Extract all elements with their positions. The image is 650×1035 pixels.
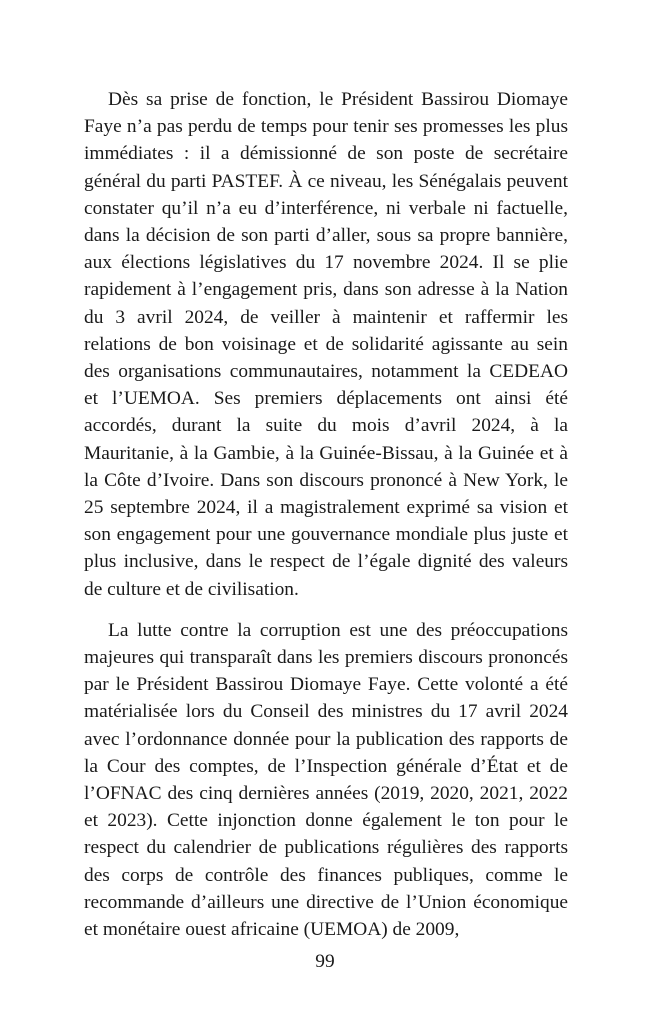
paragraph-2: La lutte contre la corruption est une des préoccupations majeures qui transparaît dans les premiers discours prononcés par le Président Bassirou Diomaye Faye. Cette volonté a été matérialisée lors du Conseil des ministres du 17 avril 2024 avec l’ordonnance donnée pour la publication des rapports de la Cour des comptes, de l’Inspection générale d’État et de l’OFNAC des cinq dernières années (2019, 2020, 2021, 2022 et 2023). Cette injonction donne également le ton pour le respect du calendrier de publications régulières des rapports des corps de contrôle des finances publiques, comme le recommande d’ailleurs une directive de l’Union économique et monétaire ouest africaine (UEMOA) de 2009,: [84, 619, 568, 941]
page-number: 99: [315, 951, 335, 972]
paragraph-1: Dès sa prise de fonction, le Président Bassirou Diomaye Faye n’a pas perdu de temps pour tenir ses promesses les plus immédiates : il a démissionné de son poste de secrétaire général du parti PASTEF. À ce niveau, les Sénégalais peuvent constater qu’il n’a eu d’interférence, ni verbale ni factuelle, dans la décision de son parti d’aller, sous sa propre bannière, aux élections législatives du 17 novembre 2024. Il se plie rapidement à l’engagement pris, dans son adresse à la Nation du 3 avril 2024, de veiller à maintenir et raffermir les relations de bon voisinage et de solidarité agissante au sein des organisations communautaires, notamment la CEDEAO et l’UEMOA. Ses premiers déplacements ont ainsi été accordés, durant la suite du mois d’avril 2024, à la Mauritanie, à la Gambie, à la Guinée-Bissau, à la Guinée et à la Côte d’Ivoire. Dans son discours prononcé à New York, le 25 septembre 2024, il a magistralement exprimé sa vision et son engagement pour une gouvernance mondiale plus juste et plus inclusive, dans le respect de l’égale dignité des valeurs de culture et de civilisation.: [84, 89, 568, 600]
page-body: [84, 86, 568, 943]
